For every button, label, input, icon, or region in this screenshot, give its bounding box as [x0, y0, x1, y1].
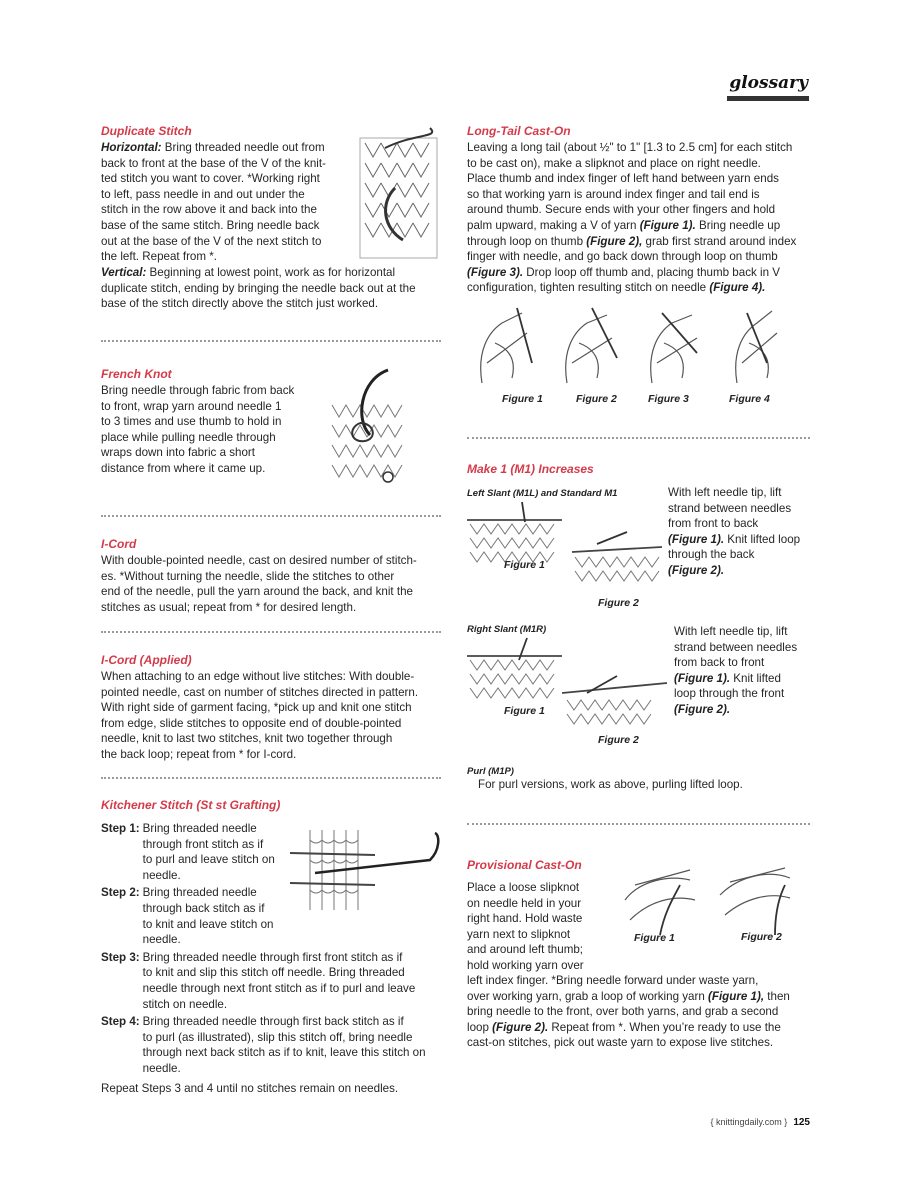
- longtail-text: Leaving a long tail (about ½" to 1" [1.3 to 2.5 cm] for each stitch to be cast on), make a slipknot and place on right needle. Place thumb and index finger of left hand between yarn ends so that working yarn is around index finger and tail end is around thumb. Secure ends with your other fingers and hold palm upward, making a V of yarn (Figure 1). Bring needle up through loop on thumb (Figure 2), grab first strand around index finger with needle, and go back down through loop on thumb (Figure 3). Drop loop off thumb and, placing thumb back in V configuration, tighten resulting stitch on needle (Figure 4).: [467, 141, 797, 295]
- m1-right-figure-1-label: Figure 1: [504, 705, 545, 717]
- m1-purl-text: For purl versions, work as above, purling lifted loop.: [478, 778, 743, 791]
- french-knot-text: Bring needle through fabric from back to front, wrap yarn around needle 1 to 3 times and use thumb to hold in place while pulling needle through wraps down into fabric a short distance from where it came up.: [101, 384, 295, 475]
- provisional-text-wide: left index finger. *Bring needle forward under waste yarn, over working yarn, grab a loop of working yarn (Figure 1), then bring needle to the front, over both yarns, and grab a second loop (Figure 2). Repeat from *. When you’re ready to use the cast-on stitches, pick out waste yarn to expose live stitches.: [467, 974, 790, 1050]
- duplicate-vertical-text: Vertical: Beginning at lowest point, work as for horizontal duplicate stitch, ending by bringing the needle back out at the base of the stitch directly above the stitch just worked.: [101, 266, 416, 311]
- kitchener-repeat-note: Repeat Steps 3 and 4 until no stitches remain on needles.: [101, 1081, 399, 1095]
- duplicate-horizontal-text: Horizontal: Bring threaded needle out from back to front at the base of the V of the knit- ted stitch you want to cover. *Working right to left, pass needle in and out under the stitch in the row above it and back into the base of the same stitch. Bring needle back out at the base of the V of the next stitch to the left. Repeat from *.: [101, 141, 326, 264]
- m1-right-figure-2-label: Figure 2: [598, 734, 639, 746]
- site-url: { knittingdaily.com }: [710, 1117, 788, 1127]
- provisional-illustrations: [620, 860, 810, 940]
- kitchener-illustration: [290, 825, 445, 920]
- section-divider: [467, 437, 810, 439]
- longtail-figure-4-label: Figure 4: [729, 393, 770, 405]
- m1-right-slant-label: Right Slant (M1R): [467, 624, 547, 635]
- m1-left-slant-text: With left needle tip, lift strand between needles from front to back (Figure 1). Knit lifted loop through the back (Figure 2).: [668, 486, 801, 577]
- page-footer: [710, 1117, 810, 1128]
- horizontal-label: Horizontal:: [101, 141, 162, 154]
- longtail-figure-1-label: Figure 1: [502, 393, 543, 405]
- french-knot-illustration: [330, 365, 430, 490]
- french-knot-heading: French Knot: [101, 367, 172, 381]
- longtail-figure-2-label: Figure 2: [576, 393, 617, 405]
- longtail-heading: Long-Tail Cast-On: [467, 124, 571, 138]
- section-divider: [101, 515, 441, 517]
- icord-applied-text: When attaching to an edge without live stitches: With double- pointed needle, cast on number of stitches directed in pattern. With right side of garment facing, *pick up and knit one stitch from edge, slide stitches to opposite end of double-pointed needle, knit to last two stitches, knit two together through the back loop; repeat from * for I-cord.: [101, 670, 419, 761]
- m1-heading: Make 1 (M1) Increases: [467, 462, 594, 476]
- page-section-title: glossary: [729, 73, 808, 93]
- m1-left-slant-label: Left Slant (M1L) and Standard M1: [467, 488, 618, 499]
- section-divider: [101, 777, 441, 779]
- provisional-figure-1-label: Figure 1: [634, 932, 675, 944]
- m1-right-slant-illustrations: [467, 638, 677, 733]
- icord-text: With double-pointed needle, cast on desired number of stitch- es. *Without turning the needle, slide the stitches to other end of the needle, pull the yarn around the back, and knit the stitches as usual; repeat from * for desired length.: [101, 554, 417, 614]
- duplicate-stitch-illustration: [355, 128, 445, 263]
- duplicate-stitch-heading: Duplicate Stitch: [101, 124, 192, 138]
- section-divider: [101, 340, 441, 342]
- kitchener-step-3: Step 3: Bring threaded needle through first front stitch as if to knit and slip this stitch off needle. Bring threaded needle through next front stitch as if to purl and leave stitch on needle.: [101, 950, 416, 1011]
- m1-left-figure-1-label: Figure 1: [504, 559, 545, 571]
- icord-heading: I-Cord: [101, 537, 137, 551]
- m1-left-figure-2-label: Figure 2: [598, 597, 639, 609]
- section-divider: [467, 823, 810, 825]
- provisional-figure-2-label: Figure 2: [741, 931, 782, 943]
- vertical-label: Vertical:: [101, 266, 147, 279]
- page-number: 125: [793, 1117, 810, 1128]
- m1-left-slant-illustrations: [467, 502, 667, 597]
- section-divider: [101, 631, 441, 633]
- kitchener-step-1: Step 1: Bring threaded needle through front stitch as if to purl and leave stitch on needle.: [101, 822, 275, 882]
- m1-right-slant-text: With left needle tip, lift strand between needles from back to front (Figure 1). Knit lifted loop through the front (Figure 2).: [674, 625, 798, 716]
- kitchener-step-2: Step 2: Bring threaded needle through back stitch as if to knit and leave stitch on needle.: [101, 886, 274, 947]
- header-rule: [727, 96, 809, 101]
- icord-applied-heading: I-Cord (Applied): [101, 653, 192, 667]
- longtail-illustrations: [467, 303, 797, 393]
- kitchener-heading: Kitchener Stitch (St st Grafting): [101, 798, 281, 812]
- provisional-text-narrow: Place a loose slipknot on needle held in your right hand. Hold waste yarn next to slipknot and around left thumb; hold working yarn over: [467, 881, 584, 972]
- m1-purl-label: Purl (M1P): [467, 766, 514, 777]
- kitchener-step-4: Step 4: Bring threaded needle through first back stitch as if to purl (as illustrated), slip this stitch off, bring needle through next back stitch as if to knit, leave this stitch on needle.: [101, 1015, 426, 1075]
- longtail-figure-3-label: Figure 3: [648, 393, 689, 405]
- provisional-heading: Provisional Cast-On: [467, 858, 582, 872]
